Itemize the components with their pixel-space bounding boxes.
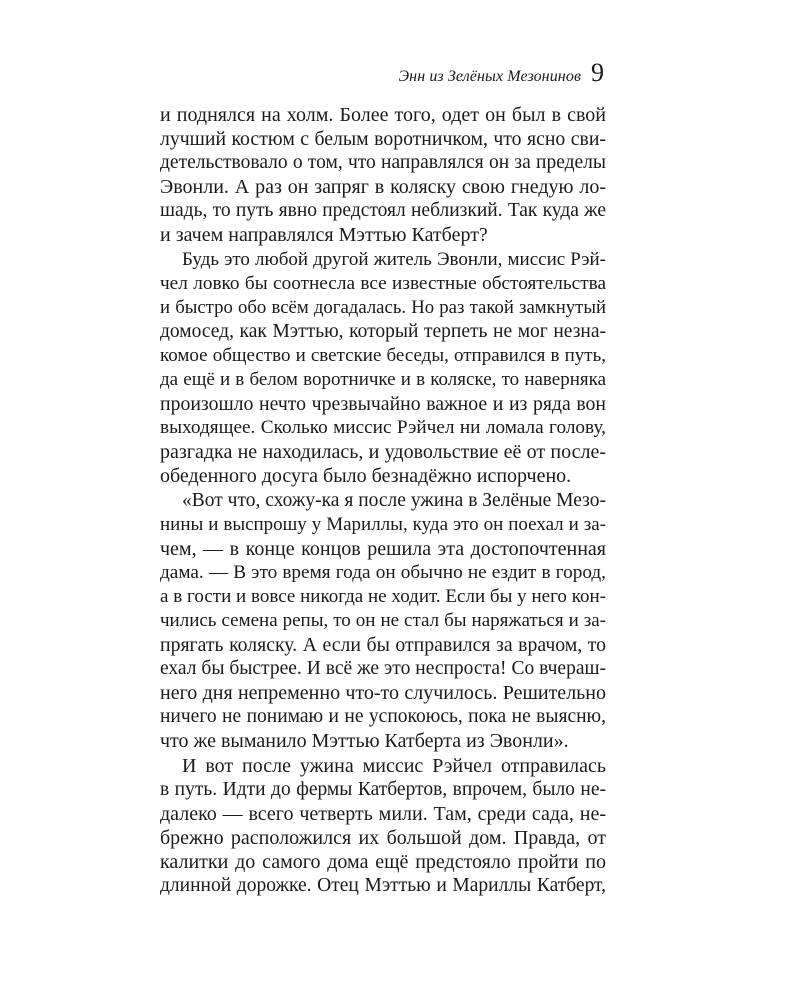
text-line: и зачем направлялся Мэттью Катберт? [160,224,488,247]
text-line: произошло нечто чрезвычайно важное и из ряда вон [160,393,606,416]
text-line: нины и выспрошу у Мариллы, куда это он поехал и за- [160,513,606,535]
text-line: чем, — в конце концов решила эта достопочтенная [160,537,606,560]
text-line: калитки до самого дома ещё предстояло пройти по [160,850,606,873]
text-line: выходящее. Сколько миссис Рэйчел ни ломала голову, [160,417,606,439]
text-line: длинной дорожке. Отец Мэттью и Мариллы Катберт, [160,875,606,896]
text-line: прягать коляску. А если бы отправился за врачом, то [160,634,606,657]
running-head [399,60,604,86]
text-line: И вот после ужина миссис Рэйчел отправилась [182,754,606,777]
text-line: брежно расположился их большой дом. Правда, от [160,826,606,849]
text-line: «Вот что, схожу-ка я после ужина в Зелёные Мезо- [182,489,606,511]
text-line: разгадка не находилась, и удовольствие её от после- [160,441,606,464]
text-line: чел ловко бы соотнесла все известные обстоятельства [160,272,606,294]
text-line: ехал бы быстрее. И всё же это неспроста! Со вчераш- [160,658,606,680]
text-line: а в гости и вовсе никогда не ходит. Если бы у него кон- [160,585,606,607]
text-line: чились семена репы, то он не стал бы наряжаться и за- [160,609,606,631]
text-line: домосед, как Мэттью, который терпеть не мог незна- [160,320,606,342]
text-line: и быстро обо всём догадалась. Но раз такой замкнутый [160,296,606,318]
text-line: него дня непременно что-то случилось. Решительно [160,682,606,705]
text-line: и поднялся на холм. Более того, одет он был в свой [160,104,606,126]
text-line: лучший костюм с белым воротничком, что ясно сви- [160,128,606,151]
text-line: дама. — В это время года он обычно не ездит в город, [160,561,606,583]
text-line: в путь. Идти до фермы Катбертов, впрочем, было не- [160,778,606,800]
page-number: 9 [591,58,604,87]
text-line: да ещё и в белом воротничке и в коляске, то наверняка [160,369,606,391]
text-line: комое общество и светские беседы, отправился в путь, [160,344,606,366]
text-line: Будь это любой другой житель Эвонли, миссис Рэй- [182,248,606,270]
text-line: что же выманило Мэттью Катберта из Эвонли». [160,730,569,753]
book-title: Энн из Зелёных Мезонинов [398,68,581,85]
text-line: Эвонли. А раз он запряг в коляску свою гнедую ло- [160,176,606,199]
text-line: обеденного досуга было безнадёжно испорчено. [160,465,572,488]
text-line: далеко — всего четверть мили. Там, среди сада, не- [160,802,606,825]
text-line: ничего не понимаю и не успокоюсь, пока не выясню, [160,706,606,728]
text-line: детельствовало о том, что направлялся он за пределы [160,152,606,174]
body-text [160,103,606,898]
text-line: шадь, то путь явно предстоял неблизкий. Так куда же [160,200,606,222]
